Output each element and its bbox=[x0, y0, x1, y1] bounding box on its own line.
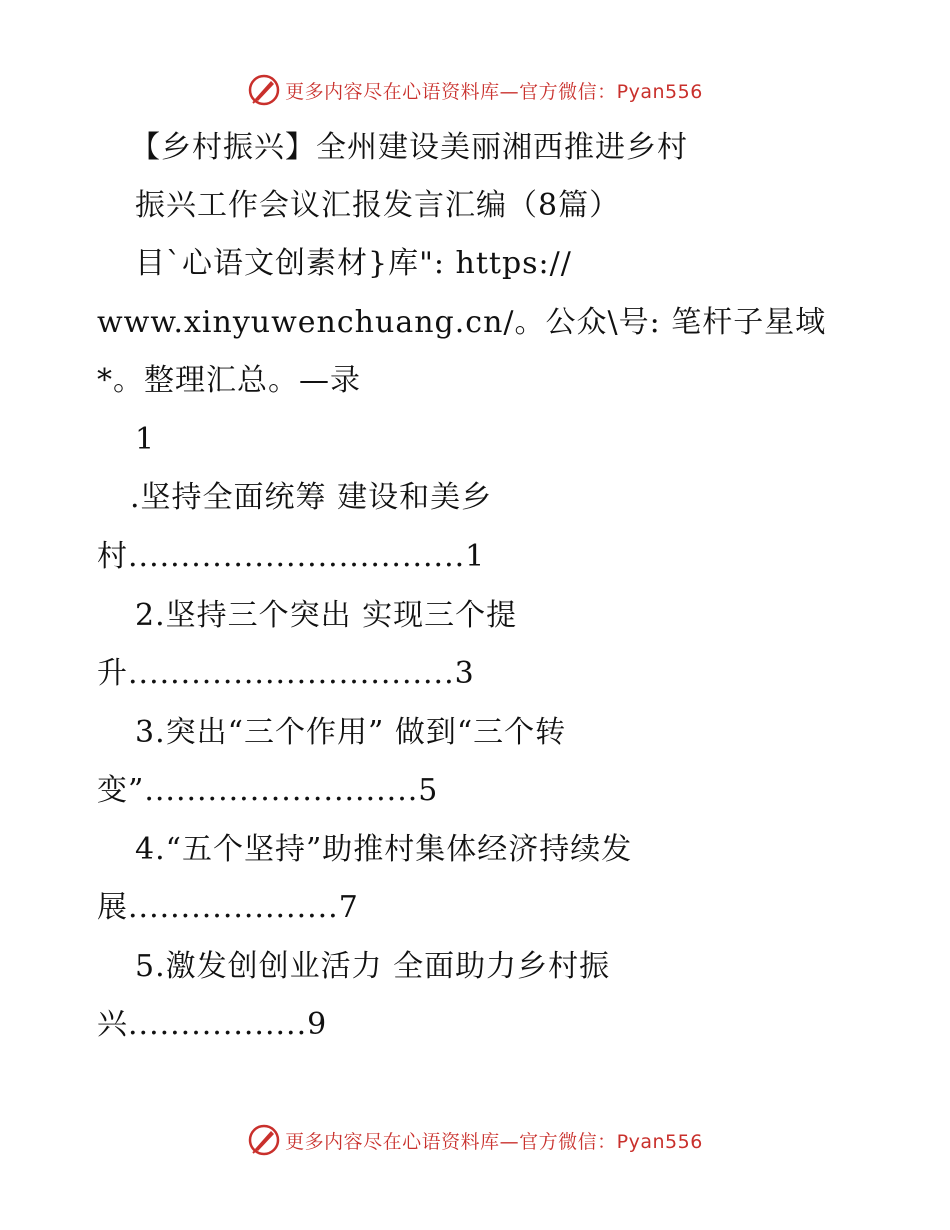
source-line1: 目`心语文创素材}库": https:// bbox=[135, 246, 572, 281]
toc-item-3-title: 3.突出“三个作用” 做到“三个转 bbox=[135, 715, 567, 750]
stray-page-number: 1 bbox=[135, 422, 156, 457]
toc-item-1-leader: 村................................1 bbox=[97, 539, 486, 574]
watermark-text: 更多内容尽在心语资料库—官方微信：Pyan556 bbox=[285, 80, 703, 103]
toc-item-2-leader: 升...............................3 bbox=[97, 656, 475, 691]
quill-pen-logo-icon bbox=[247, 73, 281, 107]
footer-watermark bbox=[0, 1120, 950, 1160]
document-title-line1: 【乡村振兴】全州建设美丽湘西推进乡村 bbox=[130, 130, 688, 165]
source-line3: *。整理汇总。—录 bbox=[97, 363, 361, 398]
toc-item-2-title: 2.坚持三个突出 实现三个提 bbox=[135, 598, 518, 633]
toc-item-4-leader: 展....................7 bbox=[97, 890, 359, 925]
header-watermark bbox=[0, 70, 950, 110]
quill-pen-logo-icon bbox=[247, 1123, 281, 1157]
toc-item-1-title: .坚持全面统筹 建设和美乡 bbox=[130, 480, 493, 515]
document-title-line2: 振兴工作会议汇报发言汇编（8篇） bbox=[135, 188, 621, 223]
toc-item-5-title: 5.激发创创业活力 全面助力乡村振 bbox=[135, 949, 611, 984]
watermark-text: 更多内容尽在心语资料库—官方微信：Pyan556 bbox=[285, 1130, 703, 1153]
toc-item-5-leader: 兴.................9 bbox=[97, 1007, 328, 1042]
toc-item-3-leader: 变”..........................5 bbox=[97, 773, 439, 808]
source-line2: www.xinyuwenchuang.cn/。公众\号: 笔杆子星域 bbox=[97, 305, 827, 340]
toc-item-4-title: 4.“五个坚持”助推村集体经济持续发 bbox=[135, 832, 633, 867]
